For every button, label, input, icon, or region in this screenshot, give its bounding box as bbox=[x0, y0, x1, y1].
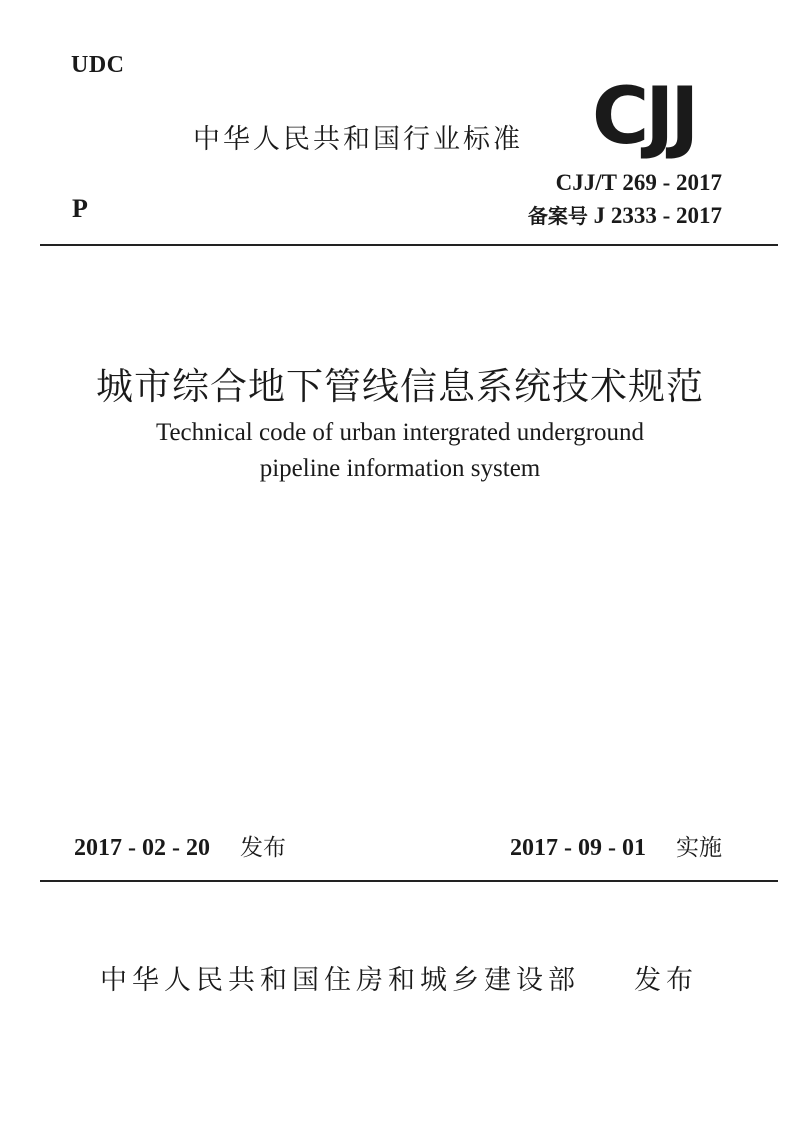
issue-date-line bbox=[74, 829, 286, 862]
top-divider bbox=[40, 244, 778, 246]
implement-label: 实施 bbox=[676, 835, 722, 861]
record-number: J 2333 - 2017 bbox=[593, 203, 722, 228]
standard-code: CJJ/T 269 - 2017 bbox=[555, 170, 722, 195]
issue-label: 发布 bbox=[239, 835, 286, 861]
cjj-logo bbox=[592, 72, 732, 162]
bottom-divider bbox=[40, 880, 778, 882]
issue-date: 2017 - 02 - 20 bbox=[74, 835, 210, 861]
category-letter: P bbox=[72, 194, 88, 223]
implement-date-line bbox=[510, 829, 722, 862]
title-chinese: 城市综合地下管线信息系统技术规范 bbox=[96, 365, 704, 408]
record-label: 备案号 bbox=[527, 204, 588, 228]
udc-label: UDC bbox=[71, 52, 125, 78]
implement-date: 2017 - 09 - 01 bbox=[510, 835, 646, 861]
cjj-logo-text: CJJ bbox=[592, 72, 696, 162]
industry-standard-title: 中华人民共和国行业标准 bbox=[193, 124, 523, 155]
publisher-name: 中华人民共和国住房和城乡建设部 bbox=[100, 965, 580, 996]
publish-label: 发布 bbox=[634, 965, 698, 996]
record-number-line bbox=[528, 200, 722, 229]
title-english-line1: Technical code of urban intergrated underground bbox=[155, 419, 645, 446]
title-english-line2: pipeline information system bbox=[259, 455, 541, 482]
